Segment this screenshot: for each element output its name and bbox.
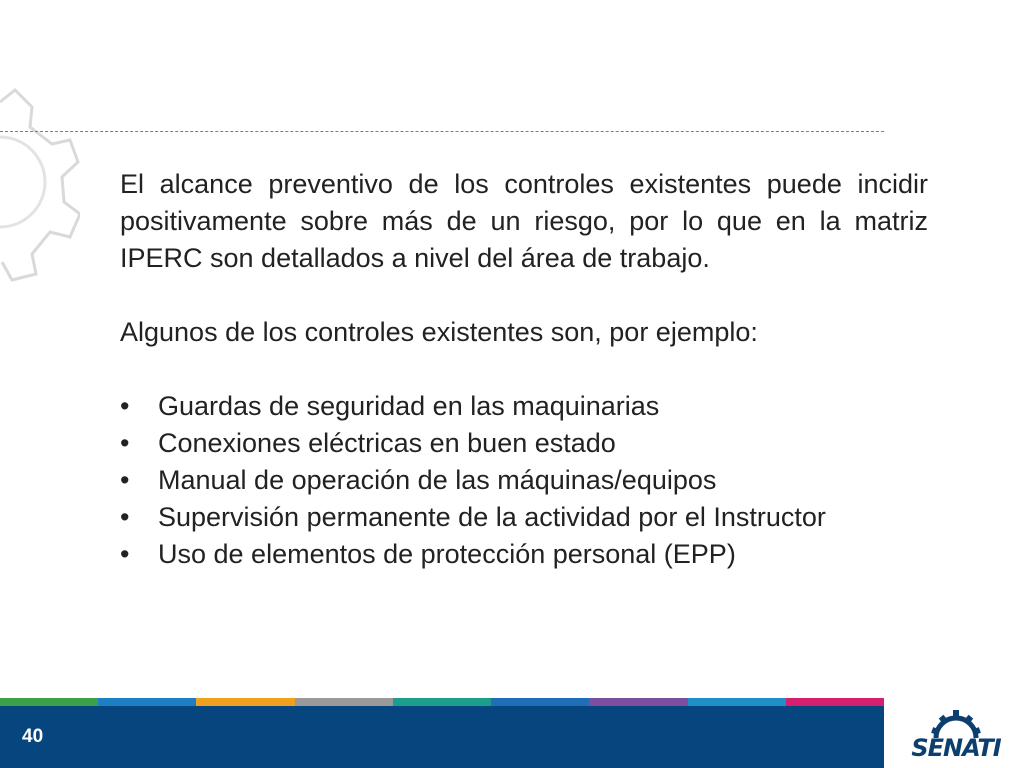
strip-segment bbox=[0, 698, 98, 706]
controls-intro: Algunos de los controles existentes son, por ejemplo: bbox=[120, 317, 758, 347]
strip-segment bbox=[491, 698, 589, 706]
logo-text: SENATI bbox=[911, 734, 1001, 762]
color-strip bbox=[0, 698, 884, 706]
page-number: 40 bbox=[22, 726, 44, 747]
bullet-icon: • bbox=[120, 428, 130, 458]
footer-bar bbox=[0, 706, 884, 768]
slide-content bbox=[120, 166, 928, 573]
strip-segment bbox=[393, 698, 491, 706]
dashed-divider bbox=[0, 131, 884, 132]
list-item: • Supervisión permanente de la actividad por el Instructor bbox=[120, 499, 928, 536]
bullet-icon: • bbox=[120, 502, 130, 532]
strip-segment bbox=[589, 698, 687, 706]
bullet-icon: • bbox=[120, 465, 130, 495]
list-item: • Uso de elementos de protección personal (EPP) bbox=[120, 536, 928, 573]
bullet-icon: • bbox=[120, 391, 130, 421]
list-item: • Manual de operación de las máquinas/equipos bbox=[120, 462, 928, 499]
list-item: • Guardas de seguridad en las maquinarias bbox=[120, 388, 928, 425]
strip-segment bbox=[295, 698, 393, 706]
intro-paragraph: El alcance preventivo de los controles existentes puede incidir positivamente sobre más de un riesgo, por lo que en la matriz IPERC son detallados a nivel del área de trabajo. bbox=[120, 169, 928, 273]
gear-outline-icon bbox=[0, 82, 80, 282]
strip-segment bbox=[196, 698, 294, 706]
bullet-icon: • bbox=[120, 539, 130, 569]
senati-logo bbox=[908, 708, 1004, 766]
strip-segment bbox=[786, 698, 884, 706]
controls-list bbox=[120, 388, 928, 573]
strip-segment bbox=[98, 698, 196, 706]
strip-segment bbox=[688, 698, 786, 706]
list-item: • Conexiones eléctricas en buen estado bbox=[120, 425, 928, 462]
